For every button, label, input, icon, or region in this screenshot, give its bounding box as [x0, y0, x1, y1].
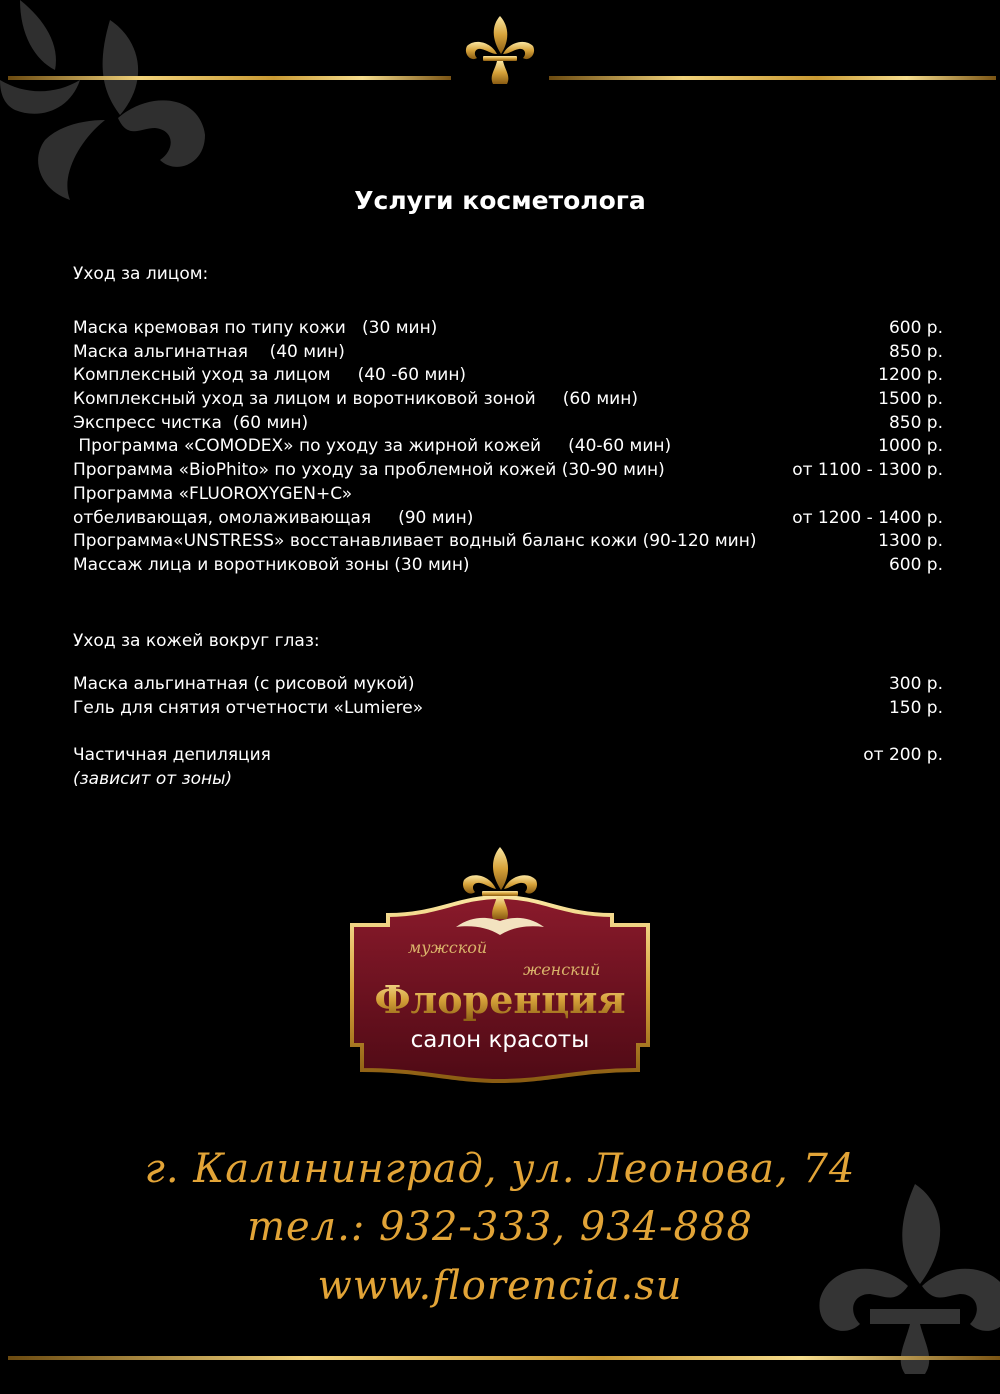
- service-name: Частичная депиляция: [73, 745, 271, 765]
- service-name: Экспресс чистка (60 мин): [73, 412, 309, 433]
- logo-tagline-men: мужской: [408, 938, 488, 957]
- service-price: от 1200 - 1400 р.: [792, 507, 943, 528]
- price-row: [73, 697, 943, 721]
- price-row: [73, 768, 943, 792]
- price-row: [73, 435, 943, 459]
- service-name: Комплексный уход за лицом и воротниковой зоной (60 мин): [73, 389, 638, 410]
- fleur-de-lis-decoration-icon: [0, 0, 220, 210]
- logo-name: Флоренция: [374, 977, 626, 1022]
- service-name: Маска альгинатная (с рисовой мукой): [73, 674, 415, 694]
- service-price: 850 р.: [888, 341, 943, 362]
- service-price: от 1100 - 1300 р.: [792, 460, 943, 481]
- service-name: Массаж лица и воротниковой зоны (30 мин): [73, 554, 470, 575]
- depilation-price-list: [73, 744, 943, 791]
- page-title: Услуги косметолога: [354, 186, 646, 215]
- price-row: [73, 364, 943, 388]
- address-text: г. Калининград, ул. Леонова, 74: [144, 1146, 856, 1192]
- face-care-section-label: Уход за лицом:: [73, 264, 209, 284]
- bottom-gold-divider: [8, 1356, 1000, 1360]
- face-care-price-list: [73, 317, 943, 578]
- price-row: [73, 412, 943, 436]
- service-name: Комплексный уход за лицом (40 -60 мин): [73, 365, 467, 386]
- price-row: [73, 317, 943, 341]
- service-name: Программа «BioPhito» по уходу за проблемной кожей (30-90 мин): [73, 460, 665, 481]
- salon-logo: [348, 845, 652, 1085]
- phone-text: тел.: 932-333, 934-888: [247, 1204, 753, 1250]
- service-price: 1300 р.: [878, 531, 943, 552]
- service-name: Маска кремовая по типу кожи (30 мин): [73, 318, 438, 338]
- price-row: [73, 673, 943, 697]
- service-price: 1500 р.: [878, 389, 943, 410]
- price-row: [73, 530, 943, 554]
- service-price: 150 р.: [888, 697, 943, 718]
- price-row: [73, 341, 943, 365]
- website-link[interactable]: www.florencia.su: [317, 1263, 683, 1309]
- service-price: 850 р.: [888, 412, 943, 433]
- top-right-gold-divider: [549, 76, 996, 80]
- logo-subtitle: салон красоты: [410, 1027, 590, 1053]
- price-row: [73, 554, 943, 578]
- price-row: [73, 388, 943, 412]
- service-price: 1200 р.: [878, 365, 943, 386]
- eye-care-price-list: [73, 673, 943, 720]
- service-name: Программа «FLUOROXYGEN+C»: [73, 483, 353, 504]
- service-name: Программа«UNSTRESS» восстанавливает водный баланс кожи (90-120 мин): [73, 531, 757, 552]
- service-name: Гель для снятия отчетности «Lumiere»: [73, 697, 424, 718]
- service-price: от 200 р.: [863, 745, 943, 765]
- service-name: Маска альгинатная (40 мин): [73, 341, 345, 362]
- price-row: [73, 744, 943, 768]
- price-row: [73, 483, 943, 507]
- gold-fleur-de-lis-icon: [463, 14, 537, 86]
- top-left-gold-divider: [8, 76, 451, 80]
- logo-tagline-women: женский: [523, 960, 601, 979]
- price-row: [73, 459, 943, 483]
- service-price: 600 р.: [888, 554, 943, 575]
- eye-care-section-label: Уход за кожей вокруг глаз:: [73, 631, 320, 651]
- service-name: отбеливающая, омолаживающая (90 мин): [73, 507, 474, 528]
- service-price: 600 р.: [888, 318, 943, 338]
- service-price: 1000 р.: [878, 436, 943, 457]
- service-note: (зависит от зоны): [73, 768, 233, 789]
- price-row: [73, 507, 943, 531]
- service-price: 300 р.: [888, 674, 943, 694]
- service-name: Программа «COMODEX» по уходу за жирной кожей (40-60 мин): [73, 436, 672, 457]
